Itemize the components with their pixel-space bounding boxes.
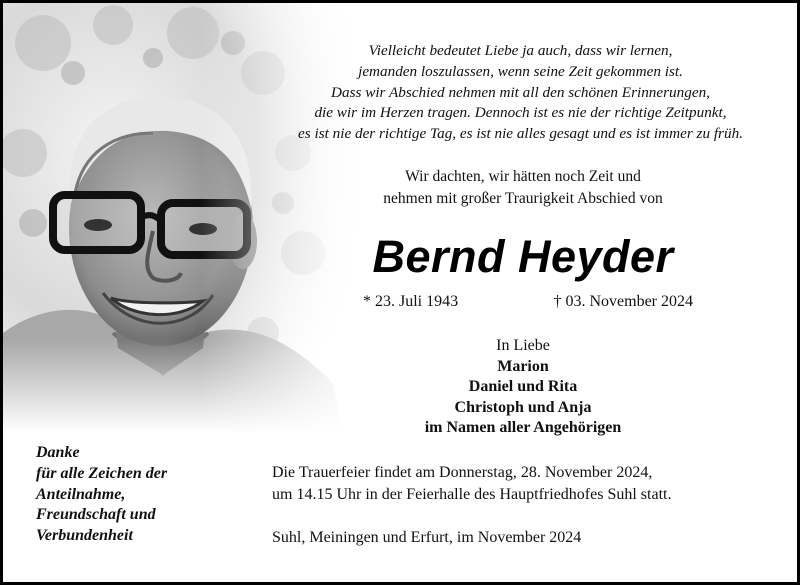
thanks-line: Danke [36,444,80,461]
mourner-name: Daniel und Rita [468,378,578,396]
poem-line: Vielleicht bedeutet Liebe ja auch, dass wir lernen, [368,42,673,59]
thanks-line: Verbundenheit [36,527,133,545]
mourners-intro: In Liebe [496,337,550,354]
life-dates [363,291,693,313]
funeral-line: Die Trauerfeier findet am Donnerstag, 28. November 2024, [272,464,653,481]
poem-line: die wir im Herzen tragen. Dennoch ist es nie der richtige Zeitpunkt, [314,104,727,122]
mourners [333,336,713,439]
poem-line: Dass wir Abschied nehmen mit all den schönen Erinnerungen, [331,83,710,101]
poem-line: jemanden loszulassen, wenn seine Zeit gekommen ist. [358,62,683,80]
birth-date: * 23. Juli 1943 [363,293,459,310]
deceased-name: Bernd Heyder [372,231,674,282]
thanks-line: Anteilnahme, [36,485,126,503]
death-date: † 03. November 2024 [553,293,693,310]
poem-line: es ist nie der richtige Tag, es ist nie alles gesagt und es ist immer zu früh. [298,125,743,143]
thanks-note [36,443,256,547]
place-and-date: Suhl, Meiningen und Erfurt, im November 2024 [272,529,582,546]
funeral-info [272,462,772,505]
intro-line: Wir dachten, wir hätten noch Zeit und [405,168,641,185]
intro-line: nehmen mit großer Traurigkeit Abschied von [383,190,663,207]
mourner-name: im Namen aller Angehörigen [424,419,622,437]
mourner-name: Christoph und Anja [454,398,592,416]
funeral-line: um 14.15 Uhr in der Feierhalle des Hauptfriedhofes Suhl statt. [272,485,672,503]
farewell-intro [303,166,743,210]
thanks-line: Freundschaft und [36,506,156,524]
mourner-name: Marion [497,357,549,375]
poem [258,41,783,145]
thanks-line: für alle Zeichen der [36,464,168,482]
